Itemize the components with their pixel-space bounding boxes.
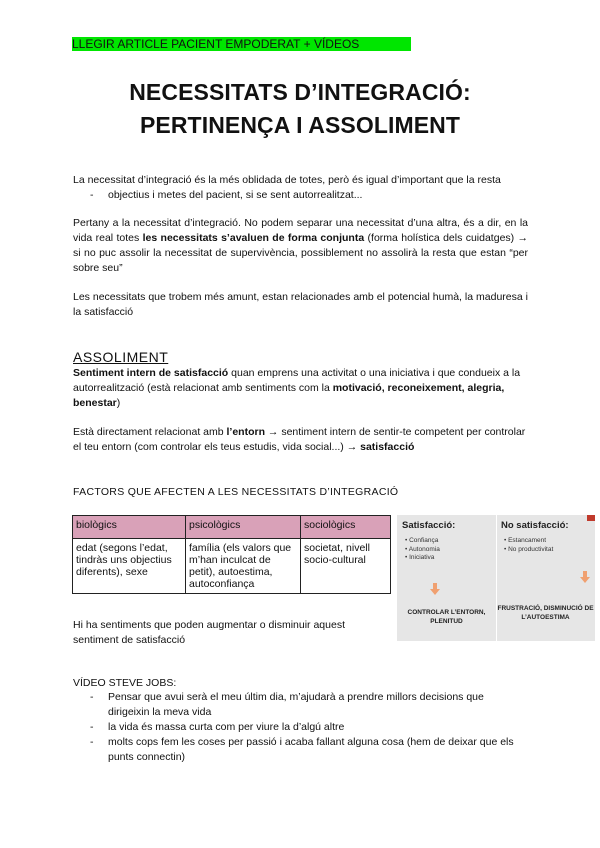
video-item: Pensar que avui serà el meu últim dia, m’ajudarà a prendre millors decisions que dirigeixin la meva vida [108,691,484,718]
assoliment-p2-text-a: Està directament relacionat amb [73,426,227,438]
no-satisfaction-column [496,515,595,641]
intro-paragraph-1: La necessitat d’integració és la més oblidada de totes, però és igual d’important que la resta [73,174,501,186]
video-item: molts cops fem les coses per passió i acaba fallant alguna cosa (hem de deixar que els punts connectin) [108,736,514,763]
satisfaction-title: Satisfacció: [402,520,456,531]
factors-table [72,515,391,594]
intro-p2-bold: les necessitats s’avaluen de forma conjunta [142,232,365,244]
intro-p2-text-b: (forma holística dels cuidatges) → si no puc assolir la necessitat de supervivència, possiblement no assolirà la resta que estan “per sobre seu” [73,232,528,274]
assoliment-p2-bold2: satisfacció [360,441,415,453]
video-heading: VÍDEO STEVE JOBS: [73,677,177,689]
no-satisfaction-list [504,537,553,554]
bullet-dash: - [90,189,94,201]
assoliment-paragraph-2 [73,425,528,455]
assoliment-p2-text-b: → sentiment intern de sentir-te competent per controlar el teu entorn (com controlar els teus estudis, vida social...) → [73,426,526,453]
table-row [73,539,391,594]
table-cell: edat (segons l’edat, tindràs uns objectius diferents), sexe [73,539,186,594]
table-header-cell: psicològics [186,516,301,539]
factors-heading: FACTORS QUE AFECTEN A LES NECESSITATS D’INTEGRACIÓ [73,486,399,498]
no-satisfaction-result: FRUSTRACIÓ, DISMINUCIÓ DE L’AUTOESTIMA [497,605,594,621]
page-title [60,76,540,142]
video-item: la vida és massa curta com per viure la d’algú altre [108,721,345,733]
list-item: • No productivitat [504,546,553,555]
intro-p2-text-a: Pertany a la necessitat d’integració. No podem separar una necessitat d’una altra, és a dir, en la vida real totes [73,217,528,244]
bullet-dash: - [90,736,94,748]
list-item: • Iniciativa [405,554,440,563]
reading-banner: LLEGIR ARTICLE PACIENT EMPODERAT + VÍDEOS [72,37,411,51]
assoliment-heading: ASSOLIMENT [73,349,169,365]
intro-paragraph-2 [73,216,528,276]
list-item: • Estancament [504,537,553,546]
down-arrow-icon [579,571,591,583]
down-arrow-icon [429,583,441,595]
assoliment-p1-text-b: ) [116,397,121,409]
satisfaction-column [397,515,497,641]
table-cell: societat, nivell socio-cultural [301,539,391,594]
satisfaction-result: CONTROLAR L’ENTORN, PLENITUD [407,609,486,625]
bullet-dash: - [90,721,94,733]
assoliment-p2-bold: l’entorn [226,426,265,438]
assoliment-p1-bold: Sentiment intern de satisfacció [73,367,229,379]
satisfaction-list [405,537,440,563]
intro-paragraph-3: Les necessitats que trobem més amunt, estan relacionades amb el potencial humà, la maduresa i la satisfacció [73,291,528,318]
table-header-row [73,516,391,539]
assoliment-p1-bold2: motivació, reconeixement, alegria, benestar [73,382,505,409]
satisfaction-diagram [397,515,595,641]
bullet-dash: - [90,691,94,703]
list-item: • Autonomia [405,546,440,555]
title-line-2: PERTINENÇA I ASSOLIMENT [139,112,461,138]
table-header-cell: sociològics [301,516,391,539]
table-header-cell: biològics [73,516,186,539]
title-line-1: NECESSITATS D’INTEGRACIÓ: [129,79,471,105]
table-cell: família (els valors que m’han inculcat de petit), autoestima, autoconfiança [186,539,301,594]
assoliment-p1-text-a: quan emprens una activitat o una iniciativa i que condueix a la autorrealització (està relacionat amb sentiments com la [73,367,521,394]
no-satisfaction-title: No satisfacció: [501,520,569,531]
intro-bullet: objectius i metes del pacient, si se sent autorrealitzat... [108,189,363,201]
list-item: • Confiança [405,537,440,546]
assoliment-paragraph-1 [73,366,528,411]
factors-note: Hi ha sentiments que poden augmentar o disminuir aquest sentiment de satisfacció [73,619,345,646]
